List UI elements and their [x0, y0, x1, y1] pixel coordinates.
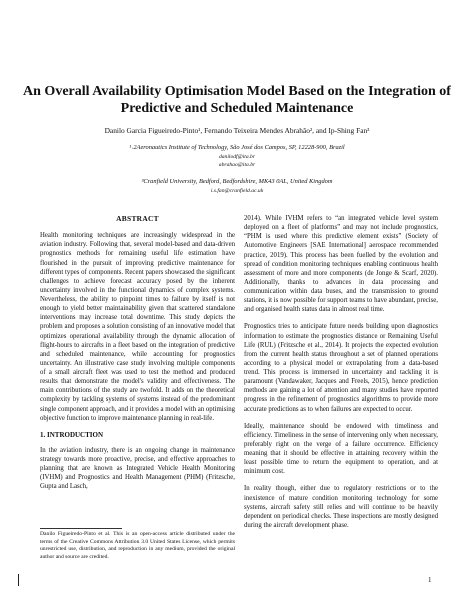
email-3: i.s.fan@cranfield.ac.uk: [210, 188, 264, 194]
email-1: danilodf@ita.br: [218, 154, 256, 160]
abstract-text: Health monitoring techniques are increasingly widespread in the aviation industry. Following that, several model-based and data-driven prognostics methods for remaining useful life estimation have flourished in the pursuit of improving predictive maintenance for different types of components. Recent papers showcased the significant challenges to achieve forecast accuracy posed by the inherent uncertainty involved in the functional dynamics of complex systems. Nevertheless, the ability to pinpoint times to failure by itself is not enough to yield better maintainability given that scattered standalone interventions may increase total downtime. This study depicts the problem and proposes a solution consisting of an innovative model that optimizes operational availability through the dynamic allocation of flight-hours to aircrafts in a fleet based on the integration of predictive and scheduled maintenance, while accounting for prognostics uncertainty. An illustrative case study involving multiple components of a small aircraft fleet was used to test the method and produced results that demonstrate the model's validity and effectiveness. The main contributions of the study are twofold. It adds on the theoretical complexity by tackling systems of systems instead of the predominant single component approach, and it provides a model with an optimising objective function to improve maintenance planning in real-life.: [40, 232, 235, 422]
paragraph: In reality though, either due to regulatory restrictions or to the inexistence of mature condition monitoring technology for some systems, aircraft safety still relies and will continue to be heavily dependent on periodical checks. These inspections are mostly designed during the aircraft development phase.: [244, 485, 438, 529]
paragraph: Prognostics tries to anticipate future needs building upon diagnostics information to estimate the prognostics distance or Remaining Useful Life (RUL) (Fritzsche et al., 2014). It projects the expected evolution from the current health status throughout a set of planned operations according to a physical model or extrapolating from a data-based trend. This process is immersed in uncertainty and tackling it is paramount (Vandawaker, Jacques and Freels, 2015), hence prediction methods are gaining a lot of attention and many studies have reported progress in the refinement of prognostics algorithms to provide more accurate predictions as to when failures are expected to occur.: [244, 323, 438, 413]
paragraph: Ideally, maintenance should be endowed with timeliness and efficiency. Timeliness in the sense of intervening only when necessary, preferably right on the verge of a failure occurrence. Efficiency meaning that it should be effective in attaining recovery within the least possible time to return the equipment to operation, and at minimum cost.: [244, 422, 438, 476]
affiliation-1: ¹˒2Aeronautics Institute of Technology, São José dos Campos, SP, 12228-900, Brazil: [129, 144, 345, 151]
paragraph: 2014). While IVHM refers to “an integrated vehicle level system deployed on a fleet of platforms” and may not include prognostics, “PHM is used where this predictive element exists” (Society of Automotive Engineers [SAE International] aerospace recommended practice, 2019). This process has been fuelled by the evolution and spread of condition monitoring techniques enabling continuous health assessment of more and more components (de Jonge & Scarf, 2020). Additionally, thanks to advances in data processing and communication within data buses, and the transmission to ground stations, it is now possible for support teams to have abundant, precise, and organised health status data in almost real time.: [244, 215, 438, 314]
footnote-divider: [40, 528, 122, 529]
introduction-text: In the aviation industry, there is an ongoing change in maintenance strategy towards more proactive, precise, and effective approaches to planning that are known as Integrated Vehicle Health Monitoring (IVHM) and Prognostics and Health Management (PHM) (Fritzsche, Gupta and Lasch,: [40, 446, 235, 491]
abstract-heading: ABSTRACT: [116, 214, 159, 223]
paper-title: An Overall Availability Optimisation Model Based on the Integration of Predictive and Scheduled Maintenance: [23, 84, 451, 116]
author-list: Danilo Garcia Figueiredo-Pinto¹, Fernando Teixeira Mendes Abrahão², and Ip-Shing Fan³: [104, 126, 370, 135]
right-column: [244, 214, 438, 530]
page-number: 1: [428, 576, 432, 584]
affiliation-2: ³Cranfield University, Bedford, Bedfordshire, MK43 0AL, United Kingdom: [141, 178, 333, 185]
footnote: Danilo Figueiredo-Pinto et al. This is an open-access article distributed under the terms of the Creative Commons Attribution 3.0 United States License, which permits unrestricted use, distribution, and reproduction in any medium, provided the original author and source are credited.: [40, 531, 235, 561]
email-2: abrahao@ita.br: [218, 162, 256, 168]
margin-mark: [18, 574, 19, 586]
introduction-heading: 1. INTRODUCTION: [40, 430, 104, 439]
left-column: [40, 214, 235, 492]
